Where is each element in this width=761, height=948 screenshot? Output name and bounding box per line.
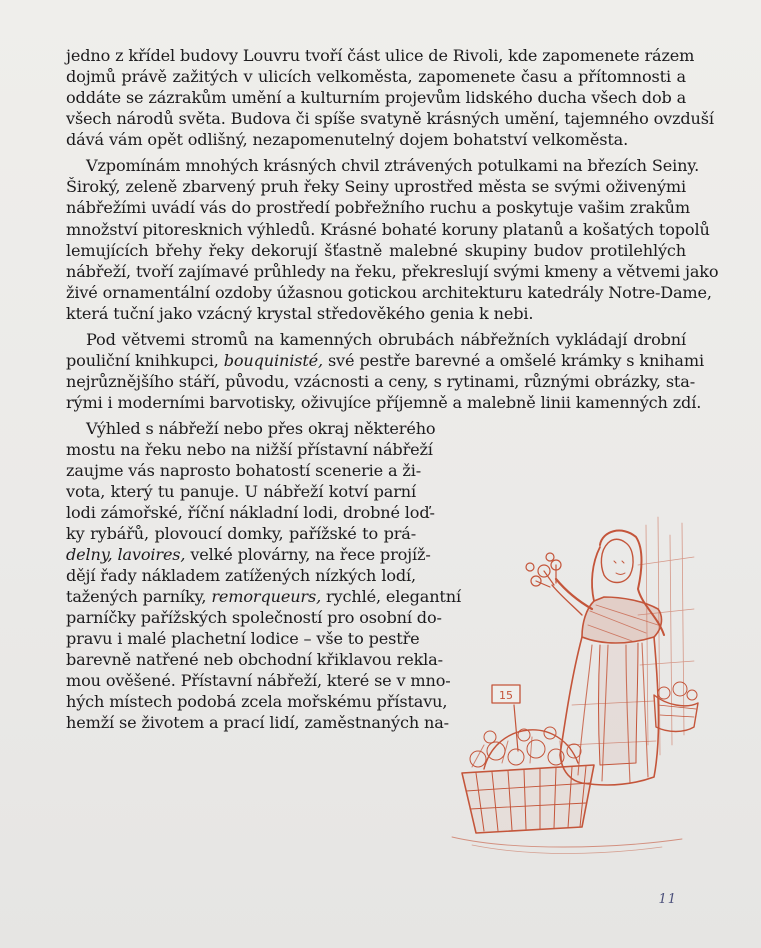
p4-line-15: hemží se životem a prací lidí, zaměstnaných na- xyxy=(66,713,449,732)
p1-line-5: dává vám opět odlišný, nezapomenutelný dojem bohatství velkoměsta. xyxy=(66,130,629,149)
p2-line-8: která tuční jako vzácný krystal středověkého genia k nebi. xyxy=(66,304,534,323)
p1-line-1: jedno z křídel budovy Louvru tvoří část ulice de Rivoli, kde zapomenete rázem xyxy=(66,46,695,65)
p4-italic-lavoires: delny, lavoires, xyxy=(66,545,186,564)
p4-line-7-b: velké plovárny, na řece projíž- xyxy=(185,545,431,564)
p1-line-4: všech národů světa. Budova či spíše svatyně krásných umění, tajemného ovzduší xyxy=(66,109,714,128)
p4-line-7 xyxy=(66,545,431,565)
p1-line-2: dojmů právě zažitých v ulicích velkoměsta, zapomenete času a přítomnosti a xyxy=(66,67,686,86)
p2-line-7: živé ornamentální ozdoby úžasnou gotickou architekturu katedrály Notre-Dame, xyxy=(66,283,712,302)
p3-line-2 xyxy=(66,351,704,371)
p4-line-1: Výhled s nábřeží nebo přes okraj některého xyxy=(86,419,436,438)
p3-line-4: rými i moderními barvotisky, oživujíce příjemně a malebně linii kamenných zdí. xyxy=(66,393,702,412)
p4-line-10: parníčky pařížských společností pro osobní do- xyxy=(66,608,442,627)
p4-line-14: hých místech podobá zcela mořskému přístavu, xyxy=(66,692,448,711)
price-sign: 15 xyxy=(499,689,513,702)
p4-line-3: zaujme vás naprosto bohatostí scenerie a ži- xyxy=(66,461,422,480)
p2-line-2: Široký, zeleně zbarvený pruh řeky Seiny uprostřed města se svými oživenými xyxy=(66,177,686,196)
p4-line-5: lodi zámořské, říční nákladní lodi, drobné loď- xyxy=(66,503,435,522)
p2-line-1: Vzpomínám mnohých krásných chvil ztrávených potulkami na březích Seiny. xyxy=(86,156,700,175)
p4-line-12: barevně natřené neb obchodní křiklavou rekla- xyxy=(66,650,443,669)
flower-basket xyxy=(462,685,594,833)
p2-line-5: lemujících břehy řeky dekorují šťastně malebné skupiny budov protilehlých xyxy=(66,241,686,260)
p3-line-1: Pod větvemi stromů na kamenných obrubách nábřežních vykládají drobní xyxy=(86,330,686,349)
bouquet xyxy=(526,553,561,587)
p4-italic-remorqueurs: remorqueurs, xyxy=(211,587,322,606)
hanging-basket xyxy=(654,682,698,732)
p4-line-9-b: rychlé, elegantní xyxy=(321,587,461,606)
p4-line-9 xyxy=(66,587,461,607)
p4-line-9-a: tažených parníky, xyxy=(66,587,212,606)
p2-line-6: nábřeží, tvoří zajímavé průhledy na řeku, překreslují svými kmeny a větvemi jako xyxy=(66,262,719,281)
p3-line-2-b: své pestře barevné a omšelé krámky s knihami xyxy=(322,351,704,370)
p4-line-11: pravu i malé plachetní lodice – vše to pestře xyxy=(66,629,420,648)
p4-line-2: mostu na řeku nebo na nižší přístavní nábřeží xyxy=(66,440,433,459)
p3-line-2-a: pouliční knihkupci, xyxy=(66,351,224,370)
p4-line-8: dějí řady nákladem zatížených nízkých lodí, xyxy=(66,566,416,585)
p2-line-4: množství pitoresknich výhledů. Krásné bohaté koruny platanů a košatých topolů xyxy=(66,220,710,239)
page-number: 11 xyxy=(658,892,677,907)
p3-italic-bouquiniste: bouquinisté, xyxy=(223,351,323,370)
p2-line-3: nábřežími uvádí vás do prostředí pobřežního ruchu a poskytuje vašim zrakům xyxy=(66,198,690,217)
woman-figure xyxy=(526,531,664,785)
p4-line-4: vota, který tu panuje. U nábřeží kotví parní xyxy=(66,482,416,501)
p1-line-3: oddáte se zázrakům umění a kulturním projevům lidského ducha všech dob a xyxy=(66,88,687,107)
p3-line-3: nejrůznějšího stáří, původu, vzácnosti a ceny, s rytinami, různými obrázky, sta- xyxy=(66,372,695,391)
flower-seller-illustration xyxy=(432,505,704,880)
p4-line-6: ky rybářů, plovoucí domky, pařížské to prá- xyxy=(66,524,416,543)
p4-line-13: mou ověšené. Přístavní nábřeží, které se v mno- xyxy=(66,671,451,690)
